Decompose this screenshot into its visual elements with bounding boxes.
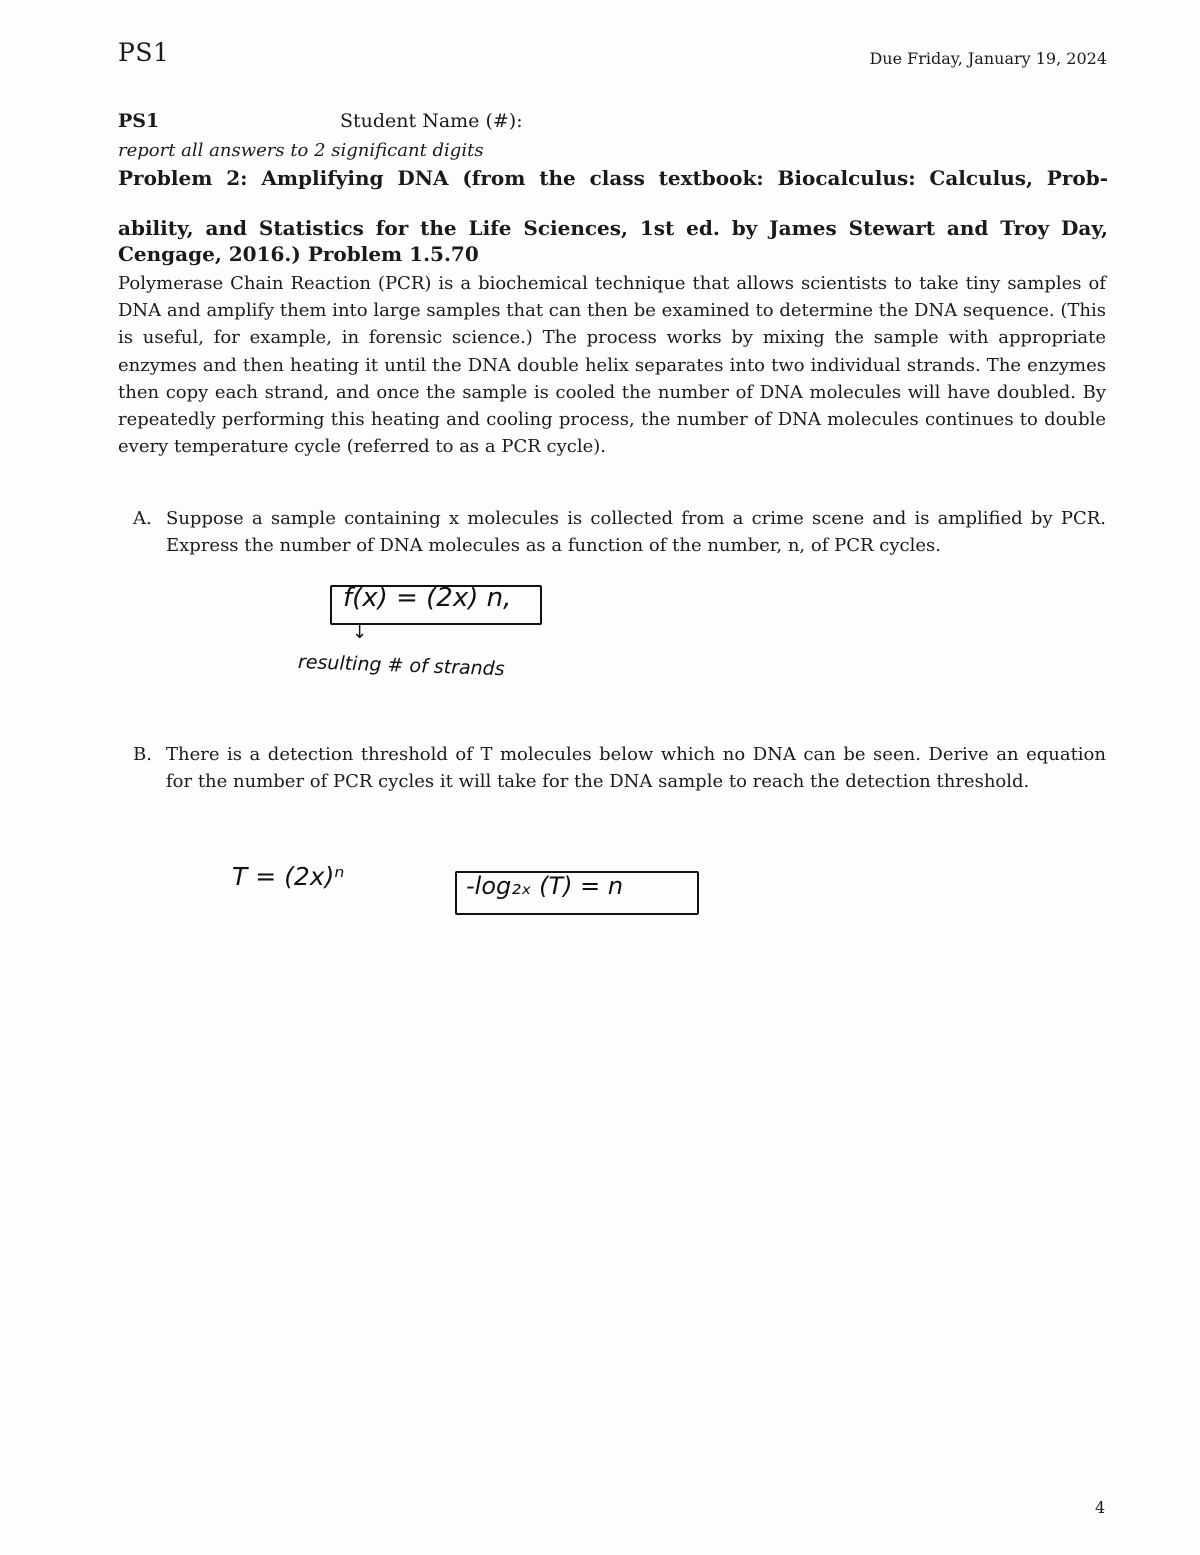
problem-title <box>118 165 1108 267</box>
answer-a-note: resulting # of strands <box>297 651 505 681</box>
student-name-label: Student Name (#): <box>340 110 523 132</box>
down-arrow-icon: ↓ <box>352 622 368 643</box>
problem-set-label: PS1 <box>118 110 160 132</box>
running-head: PS1 <box>118 38 170 67</box>
problem-title-line1: Problem 2: Amplifying DNA (from the class textbook: Biocalculus: Calculus, Prob- <box>118 166 1108 190</box>
part-b <box>133 742 1106 795</box>
part-a-label: A. <box>133 508 152 529</box>
part-b-equation-handwriting: T = (2x)ⁿ <box>232 862 345 891</box>
page-number: 4 <box>1095 1498 1106 1517</box>
instructions-note: report all answers to 2 significant digits <box>118 140 484 161</box>
part-a <box>133 506 1106 559</box>
part-a-text: Suppose a sample containing x molecules is collected from a crime scene and is amplified by PCR. Express the number of DNA molecules as a function of the number, n, of PCR cycles. <box>166 508 1106 556</box>
part-b-label: B. <box>133 744 152 765</box>
problem-intro: Polymerase Chain Reaction (PCR) is a biochemical technique that allows scientists to take tiny samples of DNA and amplify them into large samples that can then be examined to determine the DNA sequence. (This is useful, for example, in forensic science.) The process works by mixing the sample with appropriate enzymes and then heating it until the DNA double helix separates into two individual strands. The enzymes then copy each strand, and once the sample is cooled the number of DNA molecules will have doubled. By repeatedly performing this heating and cooling process, the number of DNA molecules continues to double every temperature cycle (referred to as a PCR cycle). <box>118 273 1106 458</box>
part-b-text: There is a detection threshold of T molecules below which no DNA can be seen. Derive an equation for the number of PCR cycles it will take for the DNA sample to reach the detection threshold. <box>166 744 1106 792</box>
problem-title-line2: ability, and Statistics for the Life Sciences, 1st ed. by James Stewart and Troy Day, Cengage, 2016.) Problem 1.5.70 <box>118 216 1108 266</box>
due-date: Due Friday, January 19, 2024 <box>869 49 1107 68</box>
answer-b-handwriting: -log₂ₓ (T) = n <box>466 872 624 900</box>
answer-a-handwriting: f(x) = (2x) n, <box>343 583 512 613</box>
heading-row <box>118 110 523 132</box>
